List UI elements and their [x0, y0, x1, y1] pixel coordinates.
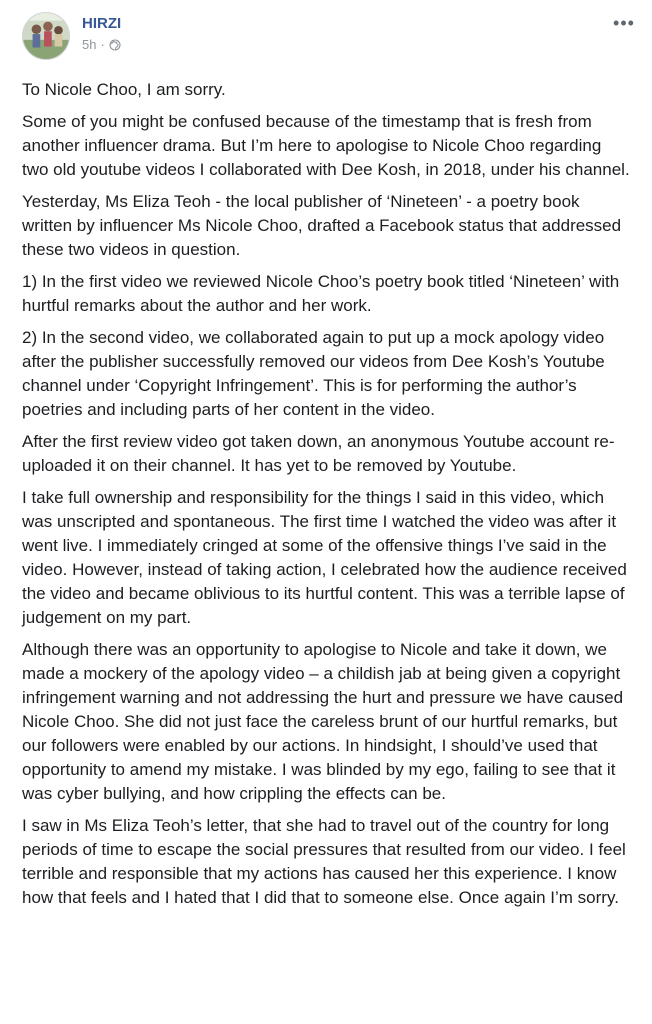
meta-separator: ·: [100, 37, 105, 52]
author-name-link[interactable]: HIRZI: [82, 15, 122, 32]
post-paragraph: I saw in Ms Eliza Teoh’s letter, that she had to travel out of the country for long periods of time to escape the social pressures that resulted from our video. I feel terrible and responsible that my actions has caused her this experience. I know how that feels and I hated that I did that to someone else. Once again I’m sorry.: [22, 816, 626, 907]
post-paragraph: 1) In the first video we reviewed Nicole Choo’s poetry book titled ‘Nineteen’ with hurtful remarks about the author and her work.: [22, 272, 620, 315]
avatar-photo-icon: [23, 13, 69, 59]
more-options-button[interactable]: [610, 14, 638, 32]
post-paragraph: After the first review video got taken down, an anonymous Youtube account re-uploaded it on their channel. It has yet to be removed by Youtube.: [22, 432, 615, 475]
post-header-meta: [82, 12, 121, 53]
post-paragraph: Although there was an opportunity to apologise to Nicole and take it down, we made a mockery of the apology video – a childish jab at being given a copyright infringement warning and not addressing the hurt and pressure we have caused Nicole Choo. She did not just face the careless brunt of our hurtful remarks, but our followers were enabled by our actions. In hindsight, I should’ve used that opportunity to amend my mistake. I was blinded by my ego, failing to see that it was cyber bullying, and how crippling the effects can be.: [22, 640, 624, 803]
post-header: [22, 12, 630, 64]
globe-icon[interactable]: [109, 39, 121, 51]
avatar[interactable]: [22, 12, 70, 60]
post-meta: [82, 37, 121, 53]
post-paragraph: I take full ownership and responsibility for the things I said in this video, which was unscripted and spontaneous. The first time I watched the video was after it went live. I immediately cringed at some of the offensive things I’ve said in the video. However, instead of taking action, I celebrated how the audience received the video and became oblivious to its hurtful content. This was a terrible lapse of judgement on my part.: [22, 488, 627, 627]
post-paragraph: Yesterday, Ms Eliza Teoh - the local publisher of ‘Nineteen’ - a poetry book written by influencer Ms Nicole Choo, drafted a Facebook status that addressed these two videos in question.: [22, 192, 622, 259]
more-options-icon: •••: [613, 13, 635, 33]
post-body: [22, 78, 630, 910]
post-timestamp[interactable]: 5h: [82, 37, 97, 52]
post-paragraph: 2) In the second video, we collaborated again to put up a mock apology video after the publisher successfully removed our videos from Dee Kosh’s Youtube channel under ‘Copyright Infringement’. This is for performing the author’s poetries and including parts of her content in the video.: [22, 328, 605, 419]
post-paragraph: To Nicole Choo, I am sorry.: [22, 80, 226, 99]
post-paragraph: Some of you might be confused because of the timestamp that is fresh from another influencer drama. But I’m here to apologise to Nicole Choo regarding two old youtube videos I collaborated with Dee Kosh, in 2018, under his channel.: [22, 112, 630, 179]
